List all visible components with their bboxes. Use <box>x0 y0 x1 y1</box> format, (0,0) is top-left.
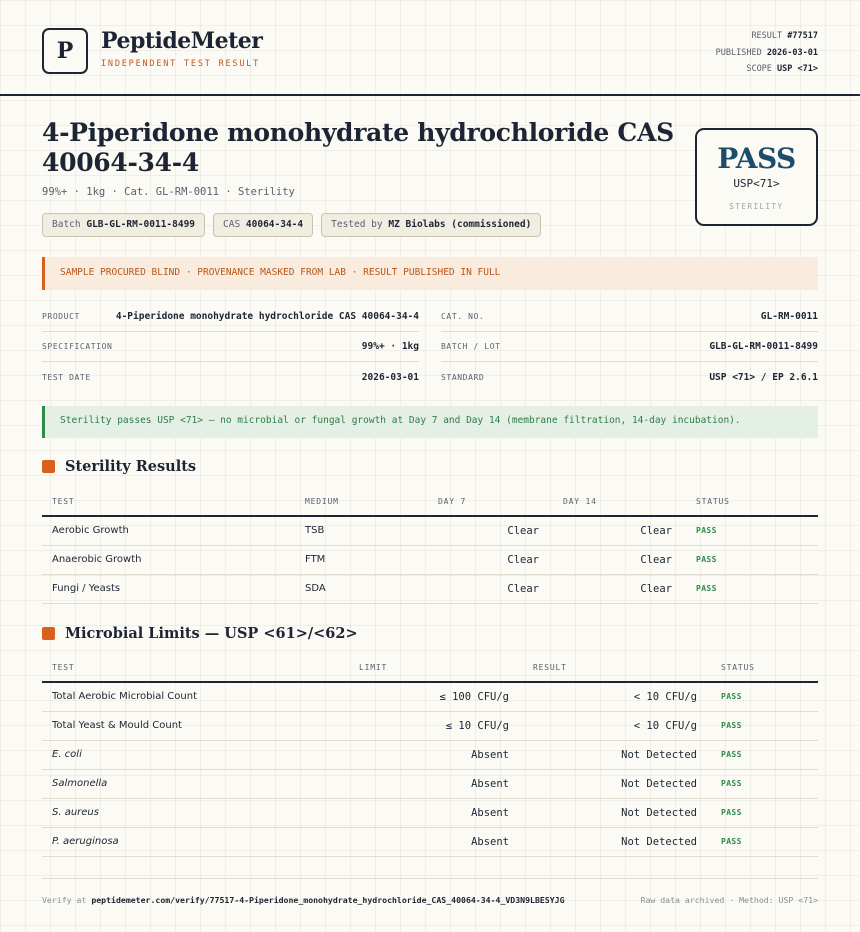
table-row: Salmonella Absent Not Detected PASS <box>42 769 818 798</box>
status-badge: PASS <box>711 798 818 827</box>
status-badge: PASS <box>711 769 818 798</box>
stamp-label: STERILITY <box>729 202 784 211</box>
result-id-line: RESULT #77517 <box>751 31 818 41</box>
status-badge: PASS <box>711 740 818 769</box>
brand-tagline: INDEPENDENT TEST RESULT <box>101 59 261 69</box>
scope-line: SCOPE USP <71> <box>746 64 818 74</box>
sterility-table <box>42 488 818 604</box>
table-row: E. coli Absent Not Detected PASS <box>42 740 818 769</box>
table-row: Total Yeast & Mould Count ≤ 10 CFU/g < 10 CFU/g PASS <box>42 711 818 740</box>
info-row-batch-lot: BATCH / LOT GLB-GL-RM-0011-8499 <box>441 332 818 362</box>
stamp-verdict: PASS <box>717 142 796 175</box>
status-badge: PASS <box>686 545 818 574</box>
tested-by-chip: Tested by MZ Biolabs (commissioned) <box>321 213 541 237</box>
table-row: Fungi / Yeasts SDA Clear Clear PASS <box>42 574 818 603</box>
table-row: S. aureus Absent Not Detected PASS <box>42 798 818 827</box>
batch-chip: Batch GLB-GL-RM-0011-8499 <box>42 213 205 237</box>
logo-letter: P <box>56 38 74 64</box>
raw-data-note: Raw data archived · Method: USP <71> <box>640 895 818 905</box>
info-row-product: PRODUCT 4-Piperidone monohydrate hydrochloride CAS 40064-34-4 <box>42 302 419 332</box>
table-row: P. aeruginosa Absent Not Detected PASS <box>42 827 818 856</box>
product-subtitle: 99%+ · 1kg · Cat. GL-RM-0011 · Sterility <box>42 186 295 198</box>
microbial-section-heading: Microbial Limits — USP <61>/<62> <box>42 625 358 642</box>
result-meta <box>716 28 818 78</box>
cas-chip: CAS 40064-34-4 <box>213 213 313 237</box>
info-row-specification: SPECIFICATION 99%+ · 1kg <box>42 332 419 362</box>
sterility-section-heading: Sterility Results <box>42 458 196 475</box>
table-row: Total Aerobic Microbial Count ≤ 100 CFU/g < 10 CFU/g PASS <box>42 682 818 711</box>
pass-stamp <box>695 128 818 226</box>
stamp-standard: USP<71> <box>733 177 780 190</box>
brand-logo <box>42 28 88 74</box>
report-header <box>0 0 860 96</box>
section-marker-icon <box>42 627 55 640</box>
info-column-right <box>441 302 818 392</box>
status-badge: PASS <box>686 516 818 545</box>
info-row-standard: STANDARD USP <71> / EP 2.6.1 <box>441 371 818 383</box>
table-row: Aerobic Growth TSB Clear Clear PASS <box>42 516 818 545</box>
published-line: PUBLISHED 2026-03-01 <box>715 47 818 58</box>
sterility-summary-notice: Sterility passes USP <71> — no microbial or fungal growth at Day 7 and Day 14 (membrane filtration, 14-day incubation). <box>42 406 818 438</box>
blind-procurement-notice: SAMPLE PROCURED BLIND · PROVENANCE MASKED FROM LAB · RESULT PUBLISHED IN FULL <box>42 257 818 290</box>
info-column-left <box>42 302 419 392</box>
table-row: Anaerobic Growth FTM Clear Clear PASS <box>42 545 818 574</box>
table-header-row: TEST MEDIUM DAY 7 DAY 14 STATUS <box>42 488 818 516</box>
brand-name: PeptideMeter <box>101 28 263 54</box>
scope-value: USP <71> <box>777 64 818 74</box>
product-chips <box>42 213 541 237</box>
result-id: #77517 <box>787 31 818 41</box>
footer-divider <box>42 878 818 879</box>
section-marker-icon <box>42 460 55 473</box>
status-badge: PASS <box>711 711 818 740</box>
status-badge: PASS <box>711 827 818 856</box>
verify-line: Verify at peptidemeter.com/verify/77517-4-Piperidone_monohydrate_hydrochloride_CAS_40064-34-4_VD3N9LBESYJG <box>42 895 565 905</box>
product-title: 4-Piperidone monohydrate hydrochloride CAS 40064-34-4 <box>42 118 674 177</box>
status-badge: PASS <box>686 574 818 603</box>
status-badge: PASS <box>711 682 818 711</box>
info-row-cat-no: CAT. NO. GL-RM-0011 <box>441 302 818 332</box>
table-header-row: TEST LIMIT RESULT STATUS <box>42 654 818 682</box>
published-date: 2026-03-01 <box>766 47 818 58</box>
info-row-test-date: TEST DATE 2026-03-01 <box>42 371 419 383</box>
microbial-limits-table <box>42 654 818 857</box>
verify-link[interactable]: peptidemeter.com/verify/77517-4-Piperidone_monohydrate_hydrochloride_CAS_40064-34-4_VD3N9LBESYJG <box>91 895 565 905</box>
